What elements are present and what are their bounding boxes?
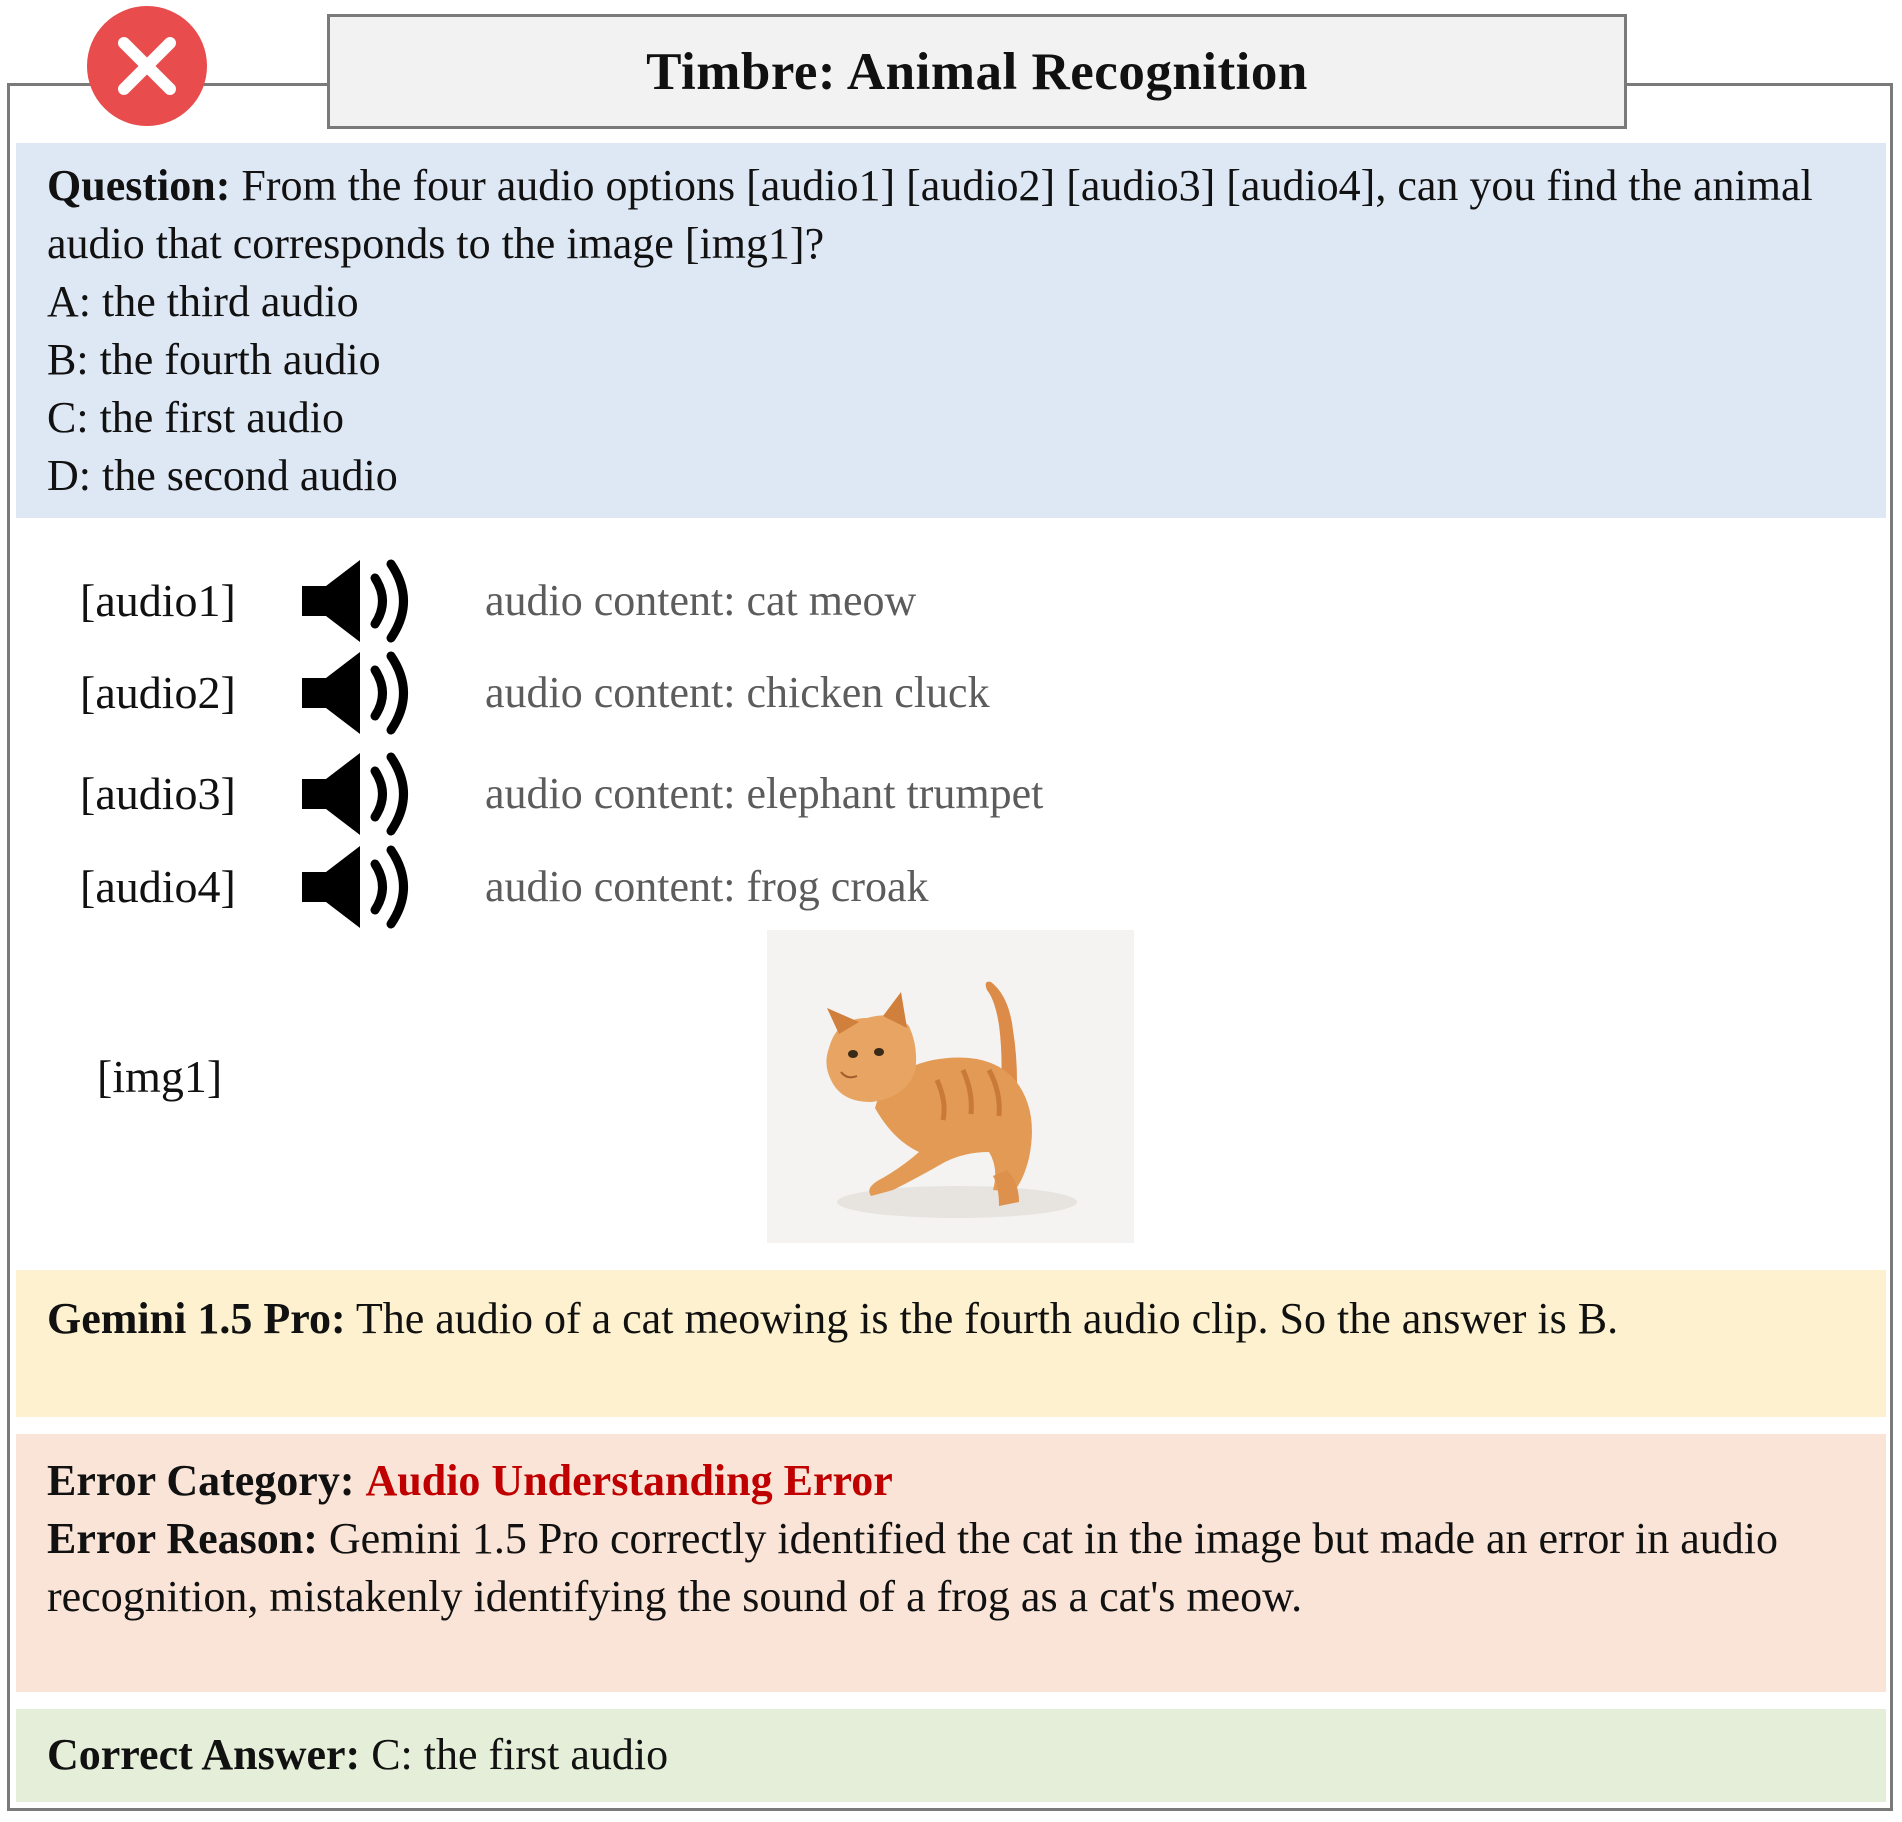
speaker-icon[interactable] bbox=[300, 556, 418, 646]
correct-answer-panel bbox=[16, 1709, 1886, 1802]
error-category-label: Error Category: bbox=[47, 1456, 355, 1505]
model-answer-label: Gemini 1.5 Pro: bbox=[47, 1294, 346, 1343]
option-c: C: the first audio bbox=[47, 393, 344, 442]
question-panel bbox=[16, 143, 1886, 518]
audio-label: [audio1] bbox=[80, 575, 236, 626]
speaker-icon[interactable] bbox=[300, 648, 418, 738]
audio-row-4 bbox=[0, 842, 1900, 932]
speaker-icon[interactable] bbox=[300, 842, 418, 932]
error-category bbox=[47, 1452, 1886, 1510]
error-reason-text: Gemini 1.5 Pro correctly identified the cat in the image but made an error in audio recognition, mistakenly identifying the sound of a frog as a cat's meow. bbox=[47, 1514, 1778, 1621]
audio-row-1 bbox=[0, 556, 1900, 646]
option-d: D: the second audio bbox=[47, 451, 398, 500]
correct-answer-label: Correct Answer: bbox=[47, 1730, 361, 1779]
speaker-icon[interactable] bbox=[300, 749, 418, 839]
option-b: B: the fourth audio bbox=[47, 335, 381, 384]
audio-content: audio content: cat meow bbox=[485, 576, 917, 625]
audio-row-2 bbox=[0, 648, 1900, 738]
audio-label: [audio4] bbox=[80, 861, 236, 912]
audio-content: audio content: frog croak bbox=[485, 862, 929, 911]
image-label: [img1] bbox=[97, 1051, 223, 1102]
error-reason bbox=[47, 1510, 1886, 1626]
audio-content: audio content: chicken cluck bbox=[485, 668, 990, 717]
error-reason-label: Error Reason: bbox=[47, 1514, 318, 1563]
model-answer-panel bbox=[16, 1270, 1886, 1417]
audio-label: [audio2] bbox=[80, 667, 236, 718]
wrong-x-icon bbox=[86, 5, 208, 127]
cat-image bbox=[767, 930, 1134, 1243]
option-a: A: the third audio bbox=[47, 277, 359, 326]
card-title: Timbre: Animal Recognition bbox=[327, 14, 1627, 129]
model-answer-text: The audio of a cat meowing is the fourth audio clip. So the answer is B. bbox=[355, 1294, 1619, 1343]
question-body: From the four audio options [audio1] [audio2] [audio3] [audio4], can you find the animal audio that corresponds to the image [img1]? bbox=[47, 161, 1813, 268]
error-panel bbox=[16, 1434, 1886, 1692]
question-label: Question: bbox=[47, 161, 231, 210]
correct-answer-text: C: the first audio bbox=[371, 1730, 669, 1779]
audio-content: audio content: elephant trumpet bbox=[485, 769, 1044, 818]
audio-label: [audio3] bbox=[80, 768, 236, 819]
audio-row-3 bbox=[0, 749, 1900, 839]
question-text bbox=[47, 157, 1886, 273]
error-category-value: Audio Understanding Error bbox=[365, 1456, 893, 1505]
